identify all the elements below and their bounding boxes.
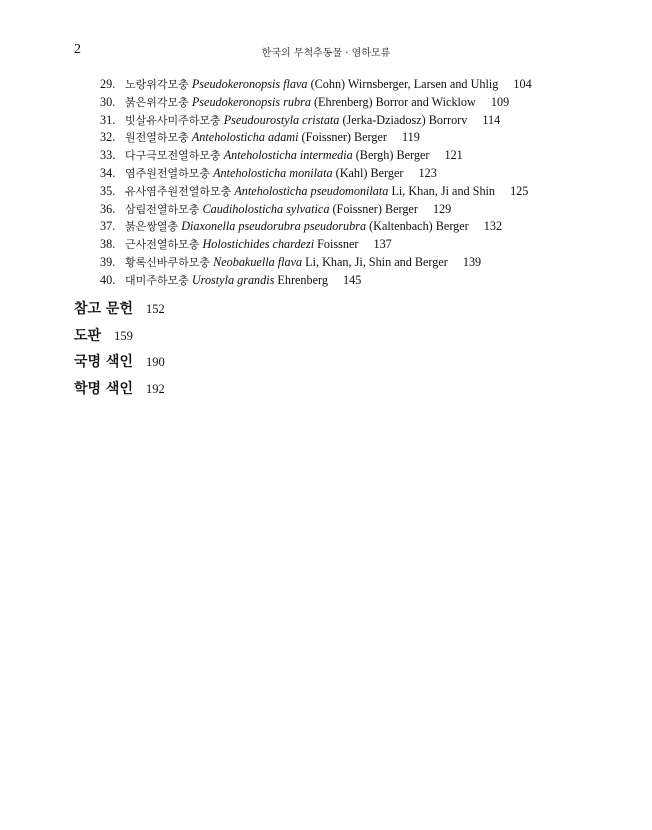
page-ref: 121 bbox=[444, 148, 463, 163]
korean-name: 황록신바쿠하모충 bbox=[125, 255, 211, 269]
page-ref: 123 bbox=[418, 165, 437, 180]
section-title: 학명 색인 bbox=[74, 380, 133, 397]
korean-name: 다구극모전열하모충 bbox=[125, 149, 221, 163]
page-ref: 104 bbox=[513, 77, 532, 91]
entry-number: 39. bbox=[100, 254, 116, 269]
toc-list bbox=[100, 76, 532, 290]
scientific-name: Holostichides chardezi bbox=[202, 237, 315, 252]
toc-entry bbox=[100, 129, 532, 147]
author: (Cohn) Wirnsberger, Larsen and Uhlig bbox=[310, 77, 499, 91]
korean-name: 노랑위각모충 bbox=[125, 78, 189, 91]
back-matter-list bbox=[74, 296, 165, 402]
author: (Ehrenberg) Borror and Wicklow bbox=[313, 94, 476, 109]
scientific-name: Anteholosticha adami bbox=[191, 130, 299, 145]
author: Foissner bbox=[317, 237, 359, 252]
korean-name: 붉은쌍열충 bbox=[125, 220, 179, 234]
page-ref: 139 bbox=[462, 254, 482, 269]
section-title: 국명 색인 bbox=[74, 354, 133, 370]
toc-entry bbox=[100, 254, 532, 272]
toc-entry bbox=[100, 94, 532, 112]
author: (Bergh) Berger bbox=[355, 148, 430, 163]
section-page: 152 bbox=[145, 302, 165, 316]
toc-entry bbox=[100, 218, 532, 236]
page-ref: 132 bbox=[483, 219, 503, 234]
scientific-name: Pseudokeronopsis rubra bbox=[191, 94, 311, 109]
section-scientific-index bbox=[74, 376, 165, 403]
scientific-name: Diaxonella pseudorubra pseudorubra bbox=[181, 219, 367, 234]
entry-number: 32. bbox=[100, 130, 116, 145]
scientific-name: Pseudourostyla cristata bbox=[223, 112, 340, 127]
page-ref: 109 bbox=[490, 94, 510, 109]
author: Ehrenberg bbox=[277, 272, 328, 287]
korean-name: 붉은위각모충 bbox=[125, 95, 189, 109]
toc-entry bbox=[100, 183, 532, 201]
author: (Jerka-Dziadosz) Borrorv bbox=[342, 112, 468, 127]
section-page: 190 bbox=[145, 355, 165, 369]
section-title: 참고 문헌 bbox=[74, 301, 133, 317]
section-title: 도판 bbox=[74, 327, 102, 344]
author: (Kaltenbach) Berger bbox=[369, 219, 469, 234]
toc-entry bbox=[100, 272, 532, 290]
section-page: 192 bbox=[145, 381, 165, 396]
entry-number: 34. bbox=[100, 165, 116, 180]
entry-number: 33. bbox=[100, 148, 116, 163]
page-ref: 129 bbox=[432, 201, 452, 216]
korean-name: 염주원전열하모충 bbox=[125, 166, 211, 180]
page-number: 2 bbox=[74, 42, 81, 57]
section-korean-index bbox=[74, 349, 165, 376]
scientific-name: Caudiholosticha sylvatica bbox=[202, 201, 330, 216]
entry-number: 38. bbox=[100, 237, 116, 252]
toc-entry bbox=[100, 76, 532, 94]
section-plates bbox=[74, 323, 165, 350]
toc-entry bbox=[100, 165, 532, 183]
korean-name: 근사전열하모충 bbox=[125, 238, 200, 252]
entry-number: 30. bbox=[100, 94, 116, 109]
entry-number: 29. bbox=[100, 77, 116, 91]
scientific-name: Anteholosticha pseudomonilata bbox=[234, 183, 389, 198]
korean-name: 유사염주원전열하모충 bbox=[125, 184, 232, 198]
entry-number: 36. bbox=[100, 201, 116, 216]
toc-entry bbox=[100, 112, 532, 130]
page-ref: 145 bbox=[343, 272, 362, 287]
author: Li, Khan, Ji and Shin bbox=[391, 183, 496, 198]
scientific-name: Urostyla grandis bbox=[191, 272, 275, 287]
scientific-name: Anteholosticha monilata bbox=[213, 165, 333, 180]
scientific-name: Neobakuella flava bbox=[213, 254, 303, 269]
toc-entry bbox=[100, 236, 532, 254]
scientific-name: Anteholosticha intermedia bbox=[223, 148, 353, 163]
toc-entry bbox=[100, 201, 532, 219]
entry-number: 35. bbox=[100, 183, 116, 198]
korean-name: 대미주하모충 bbox=[125, 273, 189, 287]
author: (Kahl) Berger bbox=[335, 165, 404, 180]
author: (Foissner) Berger bbox=[301, 130, 387, 145]
korean-name: 빗살유사미주하모충 bbox=[125, 113, 221, 127]
page-ref: 137 bbox=[373, 237, 392, 252]
korean-name: 원전열하모충 bbox=[125, 131, 189, 145]
author: (Foissner) Berger bbox=[332, 201, 418, 216]
page-ref: 125 bbox=[510, 183, 529, 198]
section-page: 159 bbox=[114, 328, 133, 343]
entry-number: 37. bbox=[100, 219, 116, 234]
page-ref: 119 bbox=[402, 130, 420, 145]
entry-number: 31. bbox=[100, 112, 116, 127]
running-title: 한국의 무척추동물 · 염하모류 bbox=[261, 48, 391, 59]
section-references bbox=[74, 296, 165, 323]
page-ref: 114 bbox=[482, 112, 501, 127]
toc-entry bbox=[100, 147, 532, 165]
scientific-name: Pseudokeronopsis flava bbox=[191, 77, 308, 91]
author: Li, Khan, Ji, Shin and Berger bbox=[305, 254, 448, 269]
korean-name: 삼림전열하모충 bbox=[125, 202, 200, 216]
entry-number: 40. bbox=[100, 272, 116, 287]
